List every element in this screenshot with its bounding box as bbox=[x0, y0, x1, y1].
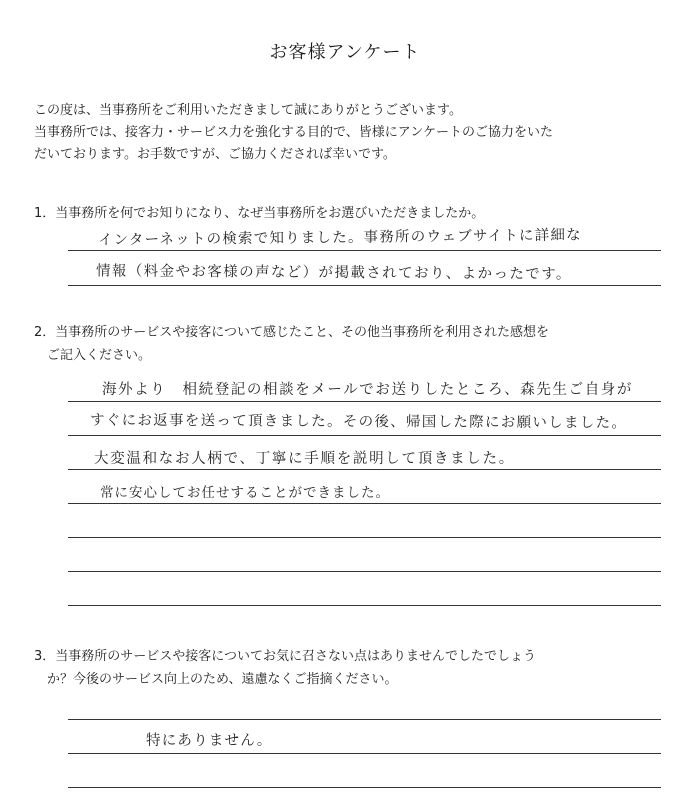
answer-line bbox=[68, 285, 661, 286]
answer-line bbox=[68, 469, 661, 470]
answer-line bbox=[68, 537, 661, 538]
question-1-text: 1．当事務所を何でお知りになり、なぜ当事務所をお選びいただきましたか。 bbox=[34, 206, 485, 221]
handwritten-answer-2-line-2: すぐにお返事を送って頂きました。その後、帰国した際にお願いしました。 bbox=[89, 412, 628, 432]
answer-line bbox=[68, 787, 661, 788]
question-2-text: ご記入ください。 bbox=[34, 348, 152, 363]
answer-line bbox=[68, 435, 661, 436]
answer-line bbox=[68, 719, 661, 720]
question-3 bbox=[34, 645, 674, 691]
handwritten-answer-3-line-1: 特にありません。 bbox=[146, 733, 273, 749]
question-3-text: 3．当事務所のサービスや接客についてお気に召さない点はありませんでしたでしょう bbox=[34, 649, 537, 664]
intro-line: この度は、当事務所をご利用いただきまして誠にありがとうございます。 bbox=[34, 103, 462, 118]
question-1 bbox=[34, 202, 674, 225]
answer-line bbox=[68, 503, 661, 504]
answer-line bbox=[68, 753, 661, 754]
intro-text bbox=[34, 100, 674, 166]
intro-line: だいております。お手数ですが、ご協力くだされば幸いです。 bbox=[34, 147, 396, 162]
question-3-text: か？今後のサービス向上のため、遠慮なくご指摘ください。 bbox=[34, 672, 398, 687]
handwritten-answer-2-line-4: 常に安心してお任せすることができました。 bbox=[100, 485, 390, 501]
handwritten-answer-2-line-1: 海外より 相続登記の相談をメールでお送りしたところ、森先生ご自身が bbox=[102, 382, 634, 398]
question-2-text: 2．当事務所のサービスや接客について感じたこと、その他当事務所を利用された感想を bbox=[34, 325, 550, 340]
intro-line: 当事務所では、接客力・サービス力を強化する目的で、皆様にアンケートのご協力をいた bbox=[34, 125, 553, 140]
answer-line bbox=[68, 250, 661, 251]
handwritten-answer-1-line-1: インターネットの検索で知りました。事務所のウェブサイトに詳細な bbox=[97, 227, 582, 249]
handwritten-answer-2-line-3: 大変温和なお人柄で、丁寧に手順を説明して頂きました。 bbox=[94, 451, 515, 467]
handwritten-answer-1-line-2: 情報（料金やお客様の声など）が掲載されており、よかったです。 bbox=[95, 263, 572, 283]
answer-line bbox=[68, 571, 661, 572]
question-2 bbox=[34, 321, 674, 367]
answer-line bbox=[68, 401, 661, 402]
page-title: お客様アンケート bbox=[269, 42, 421, 63]
answer-line bbox=[68, 605, 661, 606]
